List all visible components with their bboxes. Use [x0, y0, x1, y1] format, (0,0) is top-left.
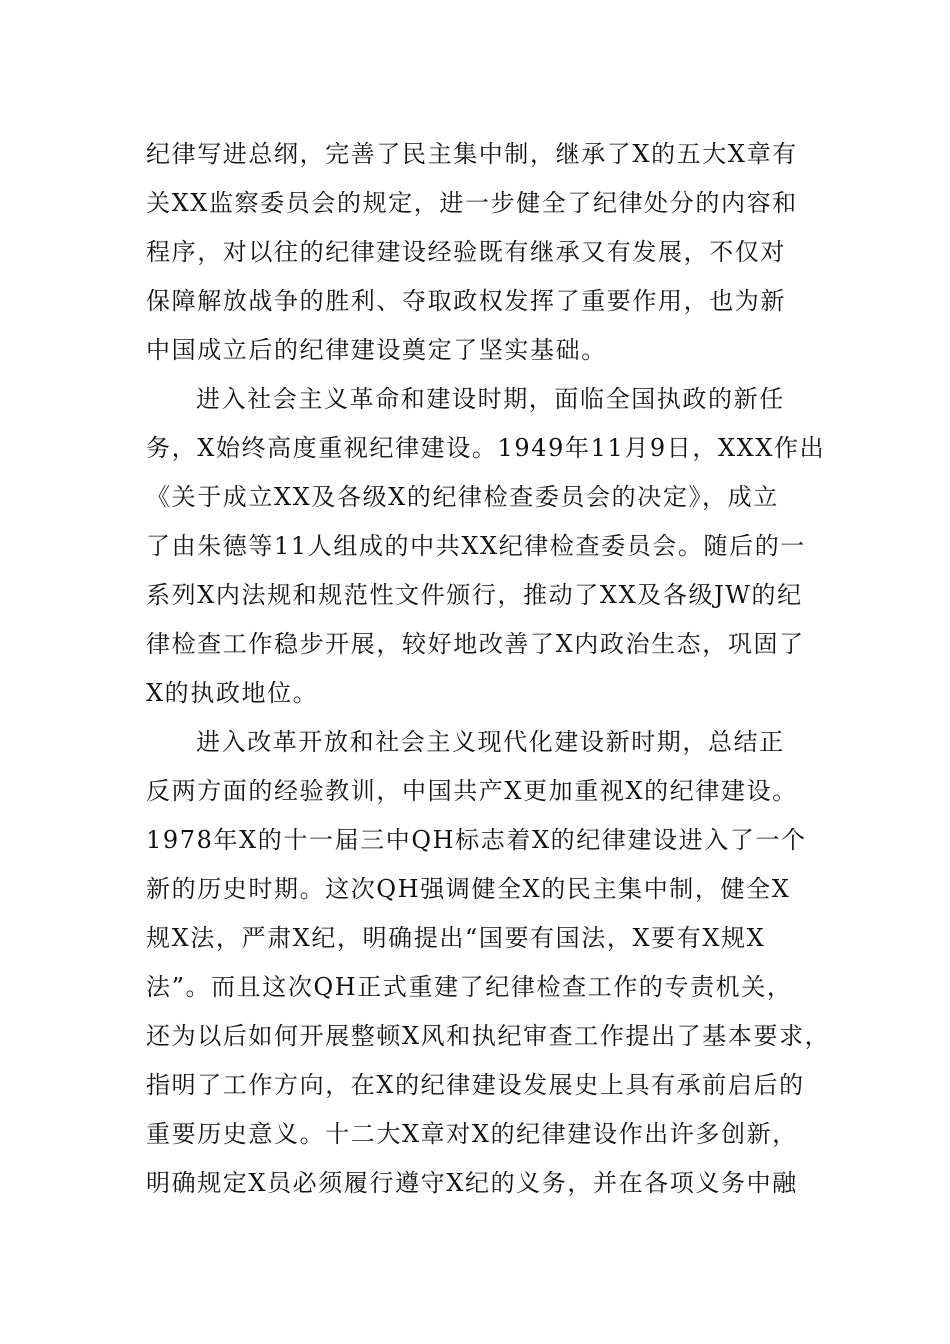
text-line: 新的历史时期。这次QH强调健全X的民主集中制，健全X — [146, 875, 791, 903]
text-line: 保障解放战争的胜利、夺取政权发挥了重要作用，也为新 — [146, 287, 786, 315]
text-line: 明确规定X员必须履行遵守X纪的义务，并在各项义务中融 — [146, 1169, 798, 1197]
text-line: 关XX监察委员会的规定，进一步健全了纪律处分的内容和 — [146, 189, 798, 217]
text-line: 系列X内法规和规范性文件颁行，推动了XX及各级JW的纪 — [146, 581, 803, 609]
document-body — [146, 130, 831, 1208]
paragraph-2 — [146, 375, 826, 718]
paragraph-3 — [146, 718, 831, 1208]
text-line: 进入社会主义革命和建设时期，面临全国执政的新任 — [196, 385, 785, 413]
text-line: 纪律写进总纲，完善了民主集中制，继承了X的五大X章有 — [146, 140, 798, 168]
text-line: 中国成立后的纪律建设奠定了坚实基础。 — [146, 336, 607, 364]
paragraph-1 — [146, 130, 816, 375]
text-line: 1978年X的十一届三中QH标志着X的纪律建设进入了一个 — [146, 826, 807, 854]
text-line: 规X法，严肃X纪，明确提出“国要有国法，X要有X规X — [146, 924, 766, 952]
text-line: 律检查工作稳步开展，较好地改善了X内政治生态，巩固了 — [146, 630, 805, 658]
text-line: 了由朱德等11人组成的中共XX纪律检查委员会。随后的一 — [146, 532, 806, 560]
text-line: 指明了工作方向，在X的纪律建设发展史上具有承前启后的 — [146, 1071, 805, 1099]
text-line: 还为以后如何开展整顿X风和执纪审查工作提出了基本要求， — [146, 1022, 831, 1050]
text-line: X的执政地位。 — [146, 679, 319, 707]
text-line: 法”。而且这次QH正式重建了纪律检查工作的专责机关， — [146, 973, 793, 1001]
text-line: 重要历史意义。十二大X章对X的纪律建设作出许多创新， — [146, 1120, 798, 1148]
text-line: 程序，对以往的纪律建设经验既有继承又有发展，不仅对 — [146, 238, 786, 266]
text-line: 进入改革开放和社会主义现代化建设新时期，总结正 — [196, 728, 785, 756]
text-line: 《关于成立XX及各级X的纪律检查委员会的决定》，成立 — [146, 483, 779, 511]
text-line: 务，X始终高度重视纪律建设。1949年11月9日，XXX作出 — [146, 434, 826, 462]
text-line: 反两方面的经验教训，中国共产X更加重视X的纪律建设。 — [146, 777, 798, 805]
